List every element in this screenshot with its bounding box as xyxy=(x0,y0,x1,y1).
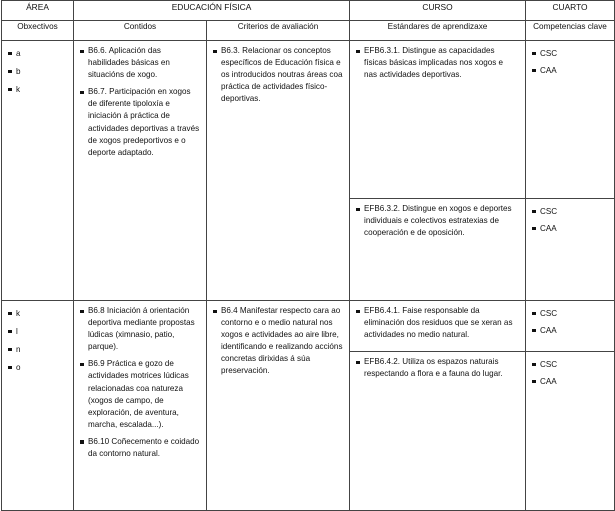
content-item: B6.6. Aplicación das habilidades básicas en situacións de xogo. xyxy=(88,45,200,81)
block-row xyxy=(2,301,615,352)
criteria-heading: Criterios de avaliación xyxy=(207,21,350,41)
standard-item: EFB6.3.2. Distingue en xogos e deportes individuais e colectivos estratexias de cooperación e de oposición. xyxy=(364,203,517,239)
criteria-cell xyxy=(207,41,350,301)
objectives-cell xyxy=(2,41,74,301)
standard-cell xyxy=(350,199,526,301)
competence-item: CSC xyxy=(540,47,614,64)
objective-item: k xyxy=(16,83,73,101)
content-item: B6.9 Práctica e gozo de actividades motrices lúdicas relacionadas coa natureza (xogos de campo, de exploración, de aventura, marcha, escalada...). xyxy=(88,358,200,431)
content-item: B6.8 Iniciación á orientación deportiva mediante propostas lúdicas (ximnasio, patio, parque). xyxy=(88,305,200,353)
subheader-row xyxy=(2,21,615,41)
standard-cell xyxy=(350,41,526,199)
standards-heading: Estándares de aprendizaxe xyxy=(350,21,526,41)
standard-item: EFB6.3.1. Distingue as capacidades físicas básicas implicadas nos xogos e nas actividades deportivas. xyxy=(364,45,517,81)
content-item: B6.10 Coñecemento e coidado da contorno natural. xyxy=(88,436,200,460)
competences-heading: Competencias clave xyxy=(526,21,615,41)
standard-item: EFB6.4.1. Faise responsable da eliminación dos residuos que se xeran as actividades no medio natural. xyxy=(364,305,517,341)
header-row xyxy=(2,1,615,21)
competences-cell xyxy=(526,301,615,352)
objectives-heading: Obxectivos xyxy=(2,21,74,41)
criteria-cell xyxy=(207,301,350,511)
course-value: CUARTO xyxy=(526,1,615,21)
contents-heading: Contidos xyxy=(74,21,207,41)
objective-item: n xyxy=(16,343,73,361)
standard-cell xyxy=(350,301,526,352)
objective-item: b xyxy=(16,65,73,83)
objective-item: l xyxy=(16,325,73,343)
content-item: B6.7. Participación en xogos de diferente tipoloxía e iniciación á práctica de actividades deportivas a través de xogos predeportivos e o deporte adaptado. xyxy=(88,86,200,159)
criterion-item: B6.4 Manifestar respecto cara ao contorno e o medio natural nos xogos e actividades ao aire libre, identificando e realizando accións concretas dirixidas á súa preservación. xyxy=(221,305,343,378)
competences-cell xyxy=(526,352,615,511)
contents-cell xyxy=(74,301,207,511)
objective-item: k xyxy=(16,307,73,325)
objectives-cell xyxy=(2,301,74,511)
competence-item: CSC xyxy=(540,358,614,375)
competence-item: CAA xyxy=(540,222,614,239)
curriculum-table xyxy=(1,0,615,511)
competence-item: CSC xyxy=(540,205,614,222)
competence-item: CSC xyxy=(540,307,614,324)
competences-cell xyxy=(526,199,615,301)
block-row xyxy=(2,41,615,199)
objective-item: o xyxy=(16,361,73,379)
subject-title: EDUCACIÓN FÍSICA xyxy=(74,1,350,21)
competence-item: CAA xyxy=(540,64,614,81)
area-label: ÁREA xyxy=(2,1,74,21)
competence-item: CAA xyxy=(540,375,614,392)
standard-item: EFB6.4.2. Utiliza os espazos naturais respectando a flora e a fauna do lugar. xyxy=(364,356,517,380)
contents-cell xyxy=(74,41,207,301)
standard-cell xyxy=(350,352,526,511)
criterion-item: B6.3. Relacionar os conceptos específicos de Educación física e os introducidos noutras áreas coa práctica de actividades físico-deportivas. xyxy=(221,45,343,105)
course-label: CURSO xyxy=(350,1,526,21)
competences-cell xyxy=(526,41,615,199)
competence-item: CAA xyxy=(540,324,614,341)
objective-item: a xyxy=(16,47,73,65)
